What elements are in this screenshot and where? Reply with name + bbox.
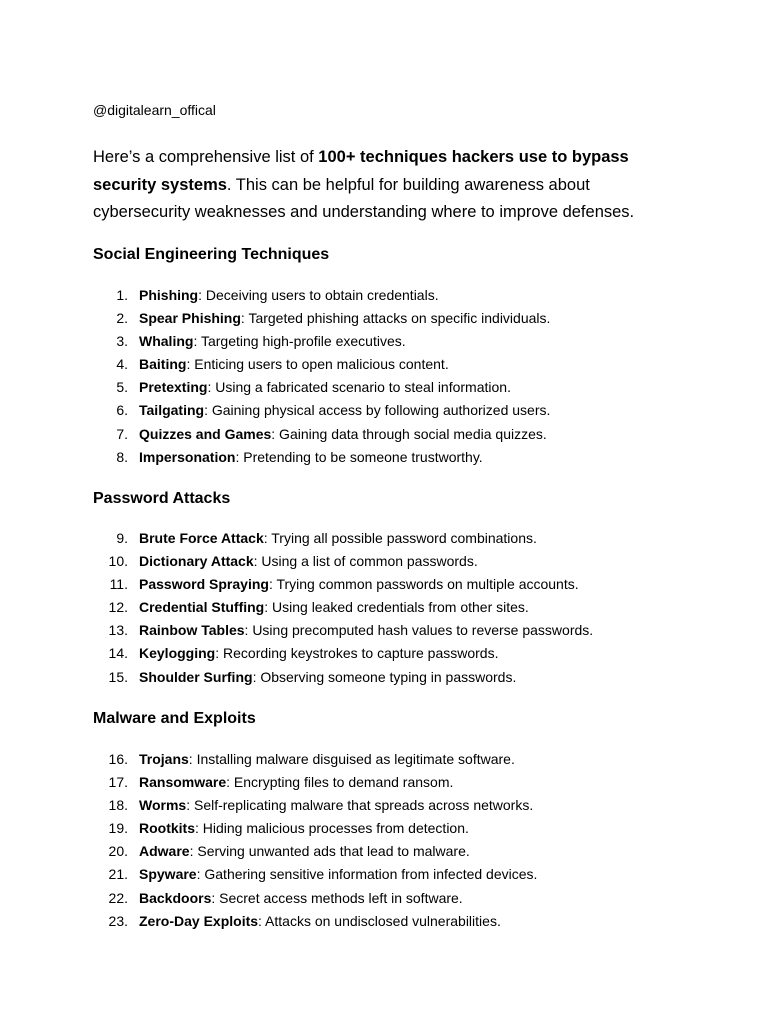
section-heading-malware-exploits: Malware and Exploits [93, 710, 256, 727]
list-item [0, 887, 768, 910]
item-description: : Gaining data through social media quizzes. [271, 425, 547, 442]
item-term: Spyware [139, 866, 197, 883]
item-term: Trojans [139, 751, 189, 767]
item-number: 16. [108, 751, 128, 767]
item-number: 21. [108, 866, 128, 883]
item-description: : Self-replicating malware that spreads across networks. [186, 797, 534, 814]
item-term: Phishing [139, 287, 199, 303]
item-description: : Targeting high-profile executives. [193, 333, 406, 350]
item-description: : Observing someone typing in passwords. [252, 668, 517, 685]
item-number: 22. [108, 889, 128, 906]
item-number: 9. [116, 530, 128, 546]
intro-paragraph [93, 144, 683, 227]
list-item [0, 642, 768, 665]
list-item [0, 619, 768, 642]
item-term: Credential Stuffing [139, 599, 265, 616]
item-description: : Deceiving users to obtain credentials. [198, 287, 439, 303]
item-number: 20. [108, 843, 128, 860]
item-term: Adware [139, 843, 190, 860]
item-description: : Targeted phishing attacks on specific individuals. [240, 310, 551, 327]
item-term: Brute Force Attack [139, 530, 264, 546]
item-term: Pretexting [139, 379, 208, 396]
list-item [0, 596, 768, 619]
item-number: 13. [108, 622, 128, 639]
item-description: : Recording keystrokes to capture passwords. [215, 645, 499, 662]
item-description: : Encrypting files to demand ransom. [226, 774, 454, 791]
list-item [0, 330, 768, 353]
item-number: 2. [116, 310, 128, 327]
item-number: 19. [108, 820, 128, 837]
list-item [0, 840, 768, 863]
item-term: Spear Phishing [139, 310, 241, 327]
list-item [0, 527, 768, 550]
item-term: Baiting [139, 356, 187, 373]
item-number: 6. [116, 402, 128, 419]
item-description: : Gaining physical access by following authorized users. [204, 402, 551, 419]
list-item [0, 353, 768, 376]
list-item [0, 817, 768, 840]
password-attacks-list [0, 527, 768, 689]
item-description: : Trying all possible password combinations. [263, 530, 537, 546]
item-term: Whaling [139, 333, 194, 350]
list-item [0, 573, 768, 596]
item-term: Ransomware [139, 774, 227, 791]
item-description: : Installing malware disguised as legitimate software. [188, 751, 515, 767]
item-term: Tailgating [139, 402, 205, 419]
item-number: 18. [108, 797, 128, 814]
malware-exploits-list [0, 748, 768, 933]
list-item [0, 399, 768, 422]
list-item [0, 910, 768, 933]
item-number: 8. [116, 448, 128, 465]
item-description: : Trying common passwords on multiple accounts. [268, 576, 579, 593]
item-number: 7. [116, 425, 128, 442]
item-description: : Using a list of common passwords. [253, 553, 478, 570]
item-description: : Secret access methods left in software. [211, 889, 463, 906]
item-description: : Serving unwanted ads that lead to malware. [189, 843, 470, 860]
item-description: : Enticing users to open malicious content. [186, 356, 449, 373]
list-item [0, 284, 768, 307]
item-number: 14. [108, 645, 128, 662]
intro-text-after: . This can be helpful for building awareness about cybersecurity weaknesses and understanding where to improve defenses. [93, 175, 635, 221]
list-item [0, 446, 768, 469]
item-term: Password Spraying [139, 576, 269, 593]
section-heading-password-attacks: Password Attacks [93, 490, 231, 507]
item-term: Backdoors [139, 889, 212, 906]
list-item [0, 771, 768, 794]
item-number: 17. [108, 774, 128, 791]
list-item [0, 748, 768, 771]
list-item [0, 550, 768, 573]
item-description: : Gathering sensitive information from infected devices. [196, 866, 538, 883]
item-number: 23. [108, 912, 128, 929]
item-term: Shoulder Surfing [139, 668, 253, 685]
item-number: 11. [109, 576, 128, 593]
item-number: 10. [108, 553, 128, 570]
item-number: 12. [108, 599, 128, 616]
item-term: Quizzes and Games [139, 425, 272, 442]
item-term: Dictionary Attack [139, 553, 254, 570]
list-item [0, 423, 768, 446]
item-term: Impersonation [139, 448, 236, 465]
item-number: 4. [116, 356, 128, 373]
section-heading-social-engineering: Social Engineering Techniques [93, 246, 330, 263]
social-engineering-list [0, 284, 768, 469]
list-item [0, 794, 768, 817]
list-item [0, 863, 768, 886]
intro-text-bold: 100+ techniques hackers use to bypass security systems [93, 148, 629, 194]
list-item [0, 307, 768, 330]
list-item [0, 666, 768, 689]
item-description: : Using a fabricated scenario to steal information. [207, 379, 511, 396]
item-term: Rootkits [139, 820, 195, 837]
item-description: : Using precomputed hash values to reverse passwords. [244, 622, 594, 639]
author-handle: @digitalearn_offical [93, 102, 216, 118]
item-number: 5. [116, 379, 128, 396]
intro-text-before: Here’s a comprehensive list of [93, 148, 319, 166]
item-description: : Pretending to be someone trustworthy. [235, 448, 483, 465]
item-term: Zero-Day Exploits [139, 912, 259, 929]
item-number: 1. [116, 287, 128, 303]
item-description: : Using leaked credentials from other sites. [264, 599, 529, 616]
item-number: 3. [116, 333, 128, 350]
list-item [0, 376, 768, 399]
item-number: 15. [108, 668, 128, 685]
item-term: Worms [139, 797, 187, 814]
item-term: Rainbow Tables [139, 622, 245, 639]
item-description: : Attacks on undisclosed vulnerabilities. [258, 912, 501, 929]
item-term: Keylogging [139, 645, 216, 662]
item-description: : Hiding malicious processes from detection. [195, 820, 469, 837]
